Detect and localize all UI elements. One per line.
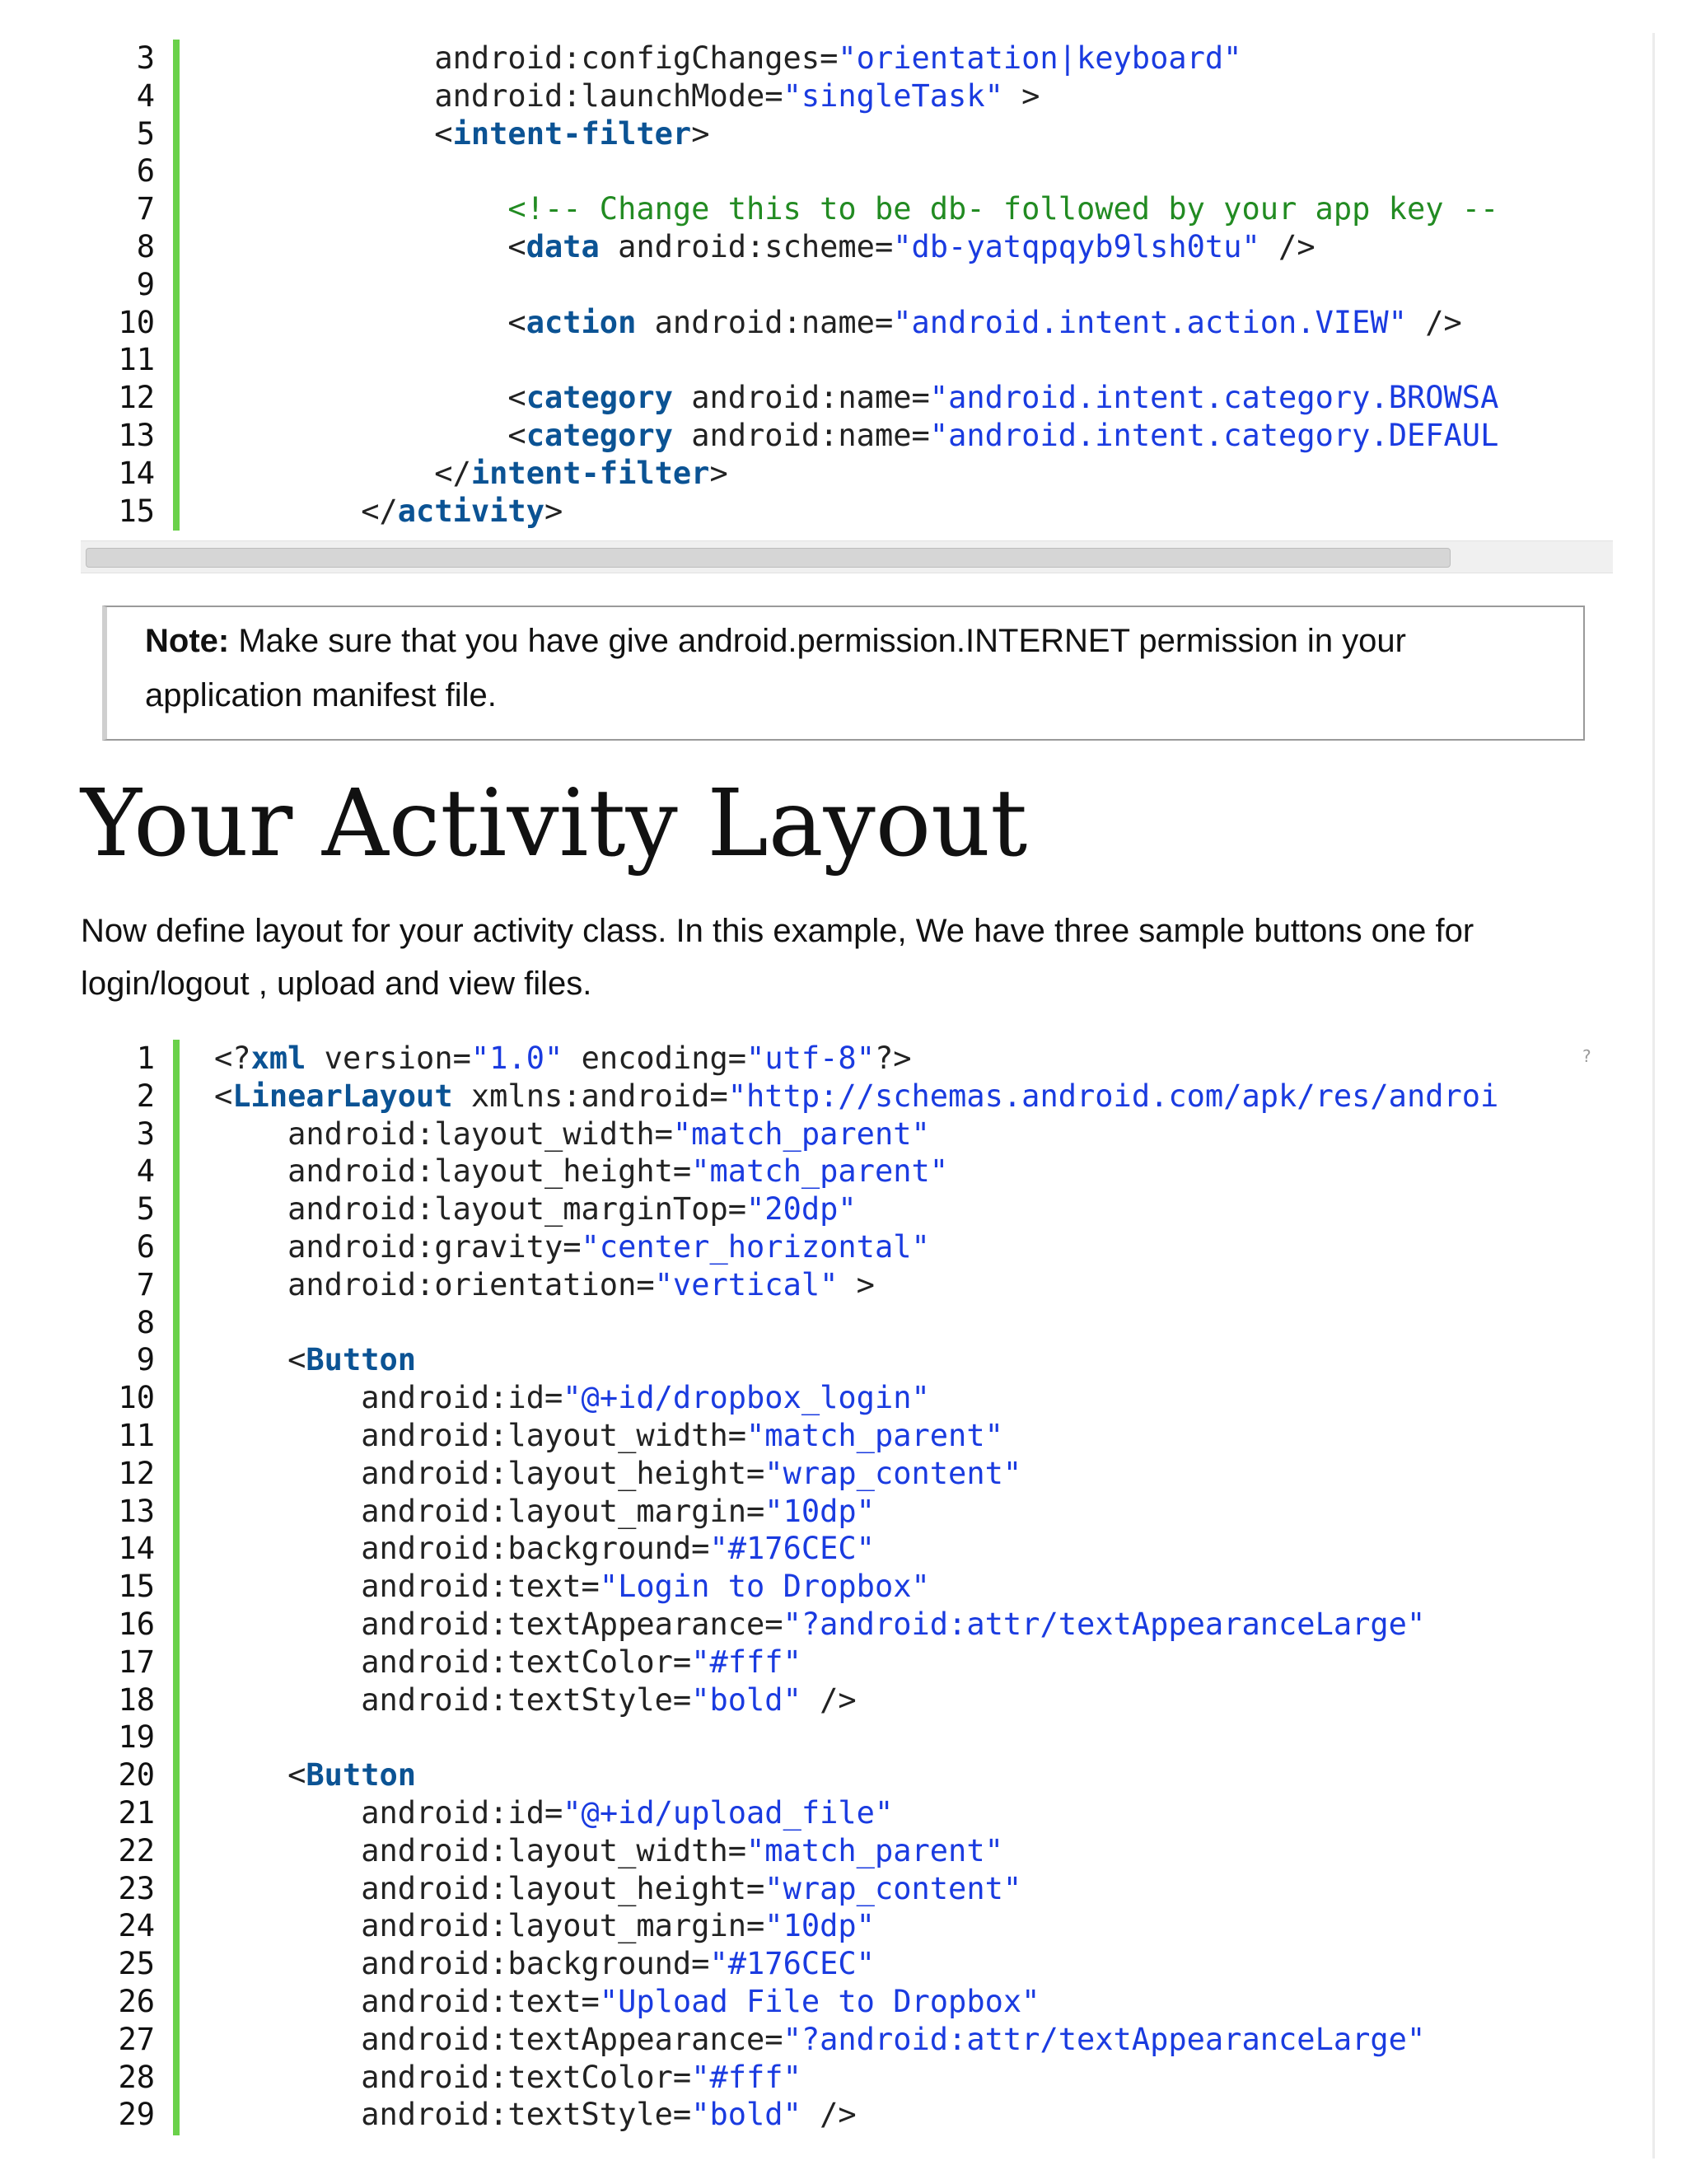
code-line xyxy=(82,1153,1615,1190)
line-number: 28 xyxy=(118,2059,155,2095)
code-line xyxy=(82,266,1615,304)
code-text xyxy=(214,1794,893,1832)
code-line xyxy=(82,1794,1615,1832)
line-number: 2 xyxy=(136,1078,155,1114)
code-token: android:background= xyxy=(361,1946,710,1982)
code-line xyxy=(82,1719,1615,1756)
code-token xyxy=(214,1682,361,1718)
code-line xyxy=(82,228,1615,266)
code-token: "singleTask" xyxy=(783,77,1003,114)
code-line xyxy=(82,1190,1615,1228)
line-number: 29 xyxy=(118,2097,155,2133)
line-number: 14 xyxy=(118,1531,155,1567)
line-number: 5 xyxy=(136,1191,155,1228)
code-token: < xyxy=(214,1757,306,1793)
code-token: version= xyxy=(324,1041,471,1076)
code-token: "1.0" xyxy=(470,1041,563,1076)
code-line xyxy=(82,1530,1615,1568)
code-line xyxy=(82,152,1615,190)
code-token xyxy=(214,1153,287,1189)
code-token: activity xyxy=(397,493,544,529)
code-text xyxy=(214,1379,930,1417)
line-number: 6 xyxy=(136,153,155,189)
line-number: 9 xyxy=(136,1342,155,1378)
code-line xyxy=(82,379,1615,417)
line-number: 26 xyxy=(118,1983,155,2019)
code-text xyxy=(214,1756,416,1794)
code-token xyxy=(306,1041,324,1076)
code-token: android:id= xyxy=(361,1794,563,1831)
code-token: android:background= xyxy=(361,1531,710,1567)
line-number: 11 xyxy=(118,342,155,378)
code-token: < xyxy=(214,304,526,340)
code-token: android:text= xyxy=(361,1983,600,2019)
code-text xyxy=(214,1455,1021,1493)
code-token: data xyxy=(526,228,600,264)
code-token: android:text= xyxy=(361,1569,600,1605)
line-number: 19 xyxy=(118,1719,155,1756)
code-token xyxy=(214,1116,287,1152)
code-line xyxy=(82,304,1615,342)
code-token: "Login to Dropbox" xyxy=(599,1569,930,1605)
code-token: android:layout_marginTop= xyxy=(287,1191,747,1228)
code-token: "wrap_content" xyxy=(764,1870,1022,1906)
code-token xyxy=(636,305,654,340)
code-line xyxy=(82,417,1615,455)
code-token: /> xyxy=(801,2097,857,2133)
code-line xyxy=(82,1228,1615,1266)
code-token: android:name= xyxy=(691,380,930,416)
line-number: 7 xyxy=(136,191,155,227)
code-token: android:layout_height= xyxy=(361,1870,765,1906)
code-token xyxy=(214,1494,361,1529)
note-box xyxy=(102,606,1585,741)
code-text xyxy=(214,2096,857,2134)
code-line xyxy=(82,1304,1615,1342)
code-text xyxy=(214,115,709,153)
page-edge-rule xyxy=(1652,33,1655,2158)
code-text xyxy=(214,1040,912,1078)
code-line xyxy=(82,1341,1615,1379)
code-token: android:textAppearance= xyxy=(361,2021,783,2057)
code-token: > xyxy=(709,455,728,491)
code-token: android:layout_width= xyxy=(287,1115,673,1152)
code-token xyxy=(214,1984,361,2019)
code-token: android:orientation= xyxy=(287,1266,655,1302)
section-heading: Your Activity Layout xyxy=(81,770,1028,877)
code-token: android:name= xyxy=(691,417,930,453)
code-token: "android.intent.category.DEFAUL xyxy=(929,417,1499,453)
code-token xyxy=(214,1229,287,1265)
line-number: 15 xyxy=(118,493,155,529)
code-line xyxy=(82,1417,1615,1455)
code-text xyxy=(214,1190,857,1228)
code-token: "10dp" xyxy=(764,1493,875,1529)
code-text xyxy=(214,2059,801,2097)
code-line xyxy=(82,2096,1615,2134)
code-token: Button xyxy=(306,1757,417,1793)
code-text xyxy=(214,2021,1425,2059)
code-token: "utf-8" xyxy=(746,1041,875,1076)
line-number: 24 xyxy=(118,1908,155,1944)
code-token: > xyxy=(691,115,710,152)
code-line xyxy=(82,1455,1615,1493)
note-text: Make sure that you have give android.permission.INTERNET permission in your application manifest file. xyxy=(145,623,1406,713)
code-line xyxy=(82,493,1615,531)
code-token xyxy=(214,1456,361,1491)
code-token: Button xyxy=(306,1342,417,1378)
code-token xyxy=(214,1191,287,1227)
code-token: action xyxy=(526,304,637,340)
code-token: "#fff" xyxy=(691,2059,801,2095)
code-token: "?android:attr/textAppearanceLarge" xyxy=(783,1606,1426,1642)
code-token xyxy=(214,1871,361,1906)
code-line xyxy=(82,1681,1615,1719)
code-token xyxy=(214,1418,361,1453)
line-number: 9 xyxy=(136,266,155,302)
line-number: 25 xyxy=(118,1946,155,1982)
code-text xyxy=(214,1228,930,1266)
code-text xyxy=(214,1417,1003,1455)
code-token: /> xyxy=(1406,304,1462,340)
line-number: 3 xyxy=(136,40,155,76)
code-line xyxy=(82,1266,1615,1304)
code-token: < xyxy=(214,380,526,416)
copy-code-icon[interactable]: ? xyxy=(1582,1046,1591,1066)
code-token: android:launchMode= xyxy=(434,77,783,114)
code-line xyxy=(82,40,1615,77)
code-text xyxy=(214,1493,875,1531)
code-token xyxy=(214,1908,361,1943)
code-text xyxy=(214,1606,1425,1644)
line-number: 20 xyxy=(118,1757,155,1793)
code-token: > xyxy=(544,493,563,529)
code-text xyxy=(214,493,563,531)
code-token: "center_horizontal" xyxy=(581,1228,930,1265)
line-number: 16 xyxy=(118,1606,155,1642)
code-token: "orientation|keyboard" xyxy=(838,40,1242,76)
code-text xyxy=(214,1530,875,1568)
code-token xyxy=(563,1041,581,1076)
code-token: android:id= xyxy=(361,1380,563,1416)
code-token: android:textAppearance= xyxy=(361,1606,783,1642)
code-token: < xyxy=(214,1342,306,1378)
code-text xyxy=(214,40,1241,77)
line-number: 1 xyxy=(136,1041,155,1076)
line-number: 5 xyxy=(136,115,155,152)
code-token: android:textStyle= xyxy=(361,2097,692,2133)
code-text xyxy=(214,77,1040,115)
code-text xyxy=(214,1568,930,1606)
code-token: < xyxy=(214,228,526,264)
line-number: 8 xyxy=(136,228,155,264)
code-text xyxy=(214,304,1462,342)
code-token: < xyxy=(214,1078,233,1114)
code-text xyxy=(214,1078,1498,1115)
code-line xyxy=(82,341,1615,379)
line-number: 12 xyxy=(118,1455,155,1491)
code-token: android:scheme= xyxy=(618,228,894,264)
line-number: 8 xyxy=(136,1304,155,1340)
code-line xyxy=(82,2059,1615,2097)
code-token: "@+id/upload_file" xyxy=(563,1794,894,1831)
line-number: 18 xyxy=(118,1681,155,1718)
code-token xyxy=(214,1644,361,1680)
code-line xyxy=(82,1606,1615,1644)
code-line xyxy=(82,1832,1615,1870)
code-token xyxy=(214,2097,361,2132)
horizontal-scrollbar[interactable] xyxy=(81,540,1613,573)
code-token: "match_parent" xyxy=(691,1153,949,1190)
code-token xyxy=(214,1267,287,1302)
code-token: "wrap_content" xyxy=(764,1455,1022,1491)
line-number: 6 xyxy=(136,1228,155,1265)
code-token: <? xyxy=(214,1041,251,1076)
code-line xyxy=(82,190,1615,228)
code-text xyxy=(214,1266,875,1304)
line-number: 17 xyxy=(118,1644,155,1680)
line-number: 13 xyxy=(118,417,155,453)
code-token: encoding= xyxy=(581,1041,747,1076)
code-token xyxy=(214,2060,361,2095)
code-token xyxy=(214,1569,361,1604)
line-number: 15 xyxy=(118,1569,155,1605)
line-number: 12 xyxy=(118,380,155,416)
code-token: "#176CEC" xyxy=(709,1946,875,1982)
code-text xyxy=(214,190,1498,228)
code-text xyxy=(214,1983,1040,2021)
code-token: </ xyxy=(214,455,471,491)
code-line xyxy=(82,2021,1615,2059)
code-line xyxy=(82,1078,1615,1115)
code-token: android:layout_width= xyxy=(361,1832,747,1868)
code-text xyxy=(214,1870,1021,1908)
code-token: "vertical" xyxy=(654,1266,839,1302)
code-token xyxy=(673,418,691,453)
code-token: LinearLayout xyxy=(232,1078,453,1114)
code-token: < xyxy=(214,115,453,152)
line-number: 21 xyxy=(118,1794,155,1831)
code-token xyxy=(453,1078,471,1114)
code-line xyxy=(82,1945,1615,1983)
code-token: android:configChanges= xyxy=(434,40,839,76)
scrollbar-thumb[interactable] xyxy=(86,548,1451,568)
code-token: intent-filter xyxy=(470,455,710,491)
code-token xyxy=(214,2022,361,2057)
code-token: android:textColor= xyxy=(361,1644,692,1680)
code-text xyxy=(214,1832,1003,1870)
code-token: intent-filter xyxy=(452,115,692,152)
code-token: "20dp" xyxy=(746,1191,857,1228)
code-token: < xyxy=(214,417,526,453)
code-token: "#176CEC" xyxy=(709,1531,875,1567)
line-number: 27 xyxy=(118,2021,155,2057)
line-number: 10 xyxy=(118,304,155,340)
code-token: "Upload File to Dropbox" xyxy=(599,1983,1040,2019)
code-token: "#fff" xyxy=(691,1644,801,1680)
code-line xyxy=(82,1907,1615,1945)
code-line xyxy=(82,1870,1615,1908)
code-token: category xyxy=(526,380,673,416)
code-line xyxy=(82,1115,1615,1153)
code-token xyxy=(214,1946,361,1981)
code-token: category xyxy=(526,417,673,453)
code-token: "match_parent" xyxy=(746,1417,1003,1453)
code-token: "@+id/dropbox_login" xyxy=(563,1380,930,1416)
code-text xyxy=(214,228,1315,266)
code-token: android:layout_height= xyxy=(361,1455,765,1491)
code-line xyxy=(82,115,1615,153)
line-number: 4 xyxy=(136,1153,155,1190)
code-token: xml xyxy=(250,1041,306,1076)
code-token xyxy=(214,1795,361,1831)
line-number: 7 xyxy=(136,1266,155,1302)
code-token: "bold" xyxy=(691,1681,801,1718)
intro-paragraph: Now define layout for your activity class. In this example, We have three sample buttons one for login/logout , upload and view files. xyxy=(81,913,1474,1002)
code-text xyxy=(214,455,728,493)
code-text xyxy=(214,379,1498,417)
code-token: android:layout_width= xyxy=(361,1417,747,1453)
code-token: android:textColor= xyxy=(361,2059,692,2095)
code-token: android:layout_margin= xyxy=(361,1908,765,1944)
code-token: /> xyxy=(801,1681,857,1718)
code-text xyxy=(214,1945,875,1983)
code-token: android:layout_height= xyxy=(287,1153,692,1190)
code-token: /> xyxy=(1259,228,1315,264)
note-label: Note: xyxy=(145,623,230,659)
code-token: android:gravity= xyxy=(287,1228,582,1265)
code-token: "bold" xyxy=(691,2097,801,2133)
code-text xyxy=(214,1907,875,1945)
code-text xyxy=(214,1681,857,1719)
code-token xyxy=(214,1833,361,1868)
code-block-layout xyxy=(82,1040,1615,2135)
code-token: android:textStyle= xyxy=(361,1681,692,1718)
code-text xyxy=(214,417,1498,455)
code-token: "db-yatqpqyb9lsh0tu" xyxy=(893,228,1260,264)
code-line xyxy=(82,77,1615,115)
code-line xyxy=(82,1379,1615,1417)
code-token: > xyxy=(838,1266,875,1302)
line-number: 3 xyxy=(136,1115,155,1152)
line-number: 14 xyxy=(118,455,155,491)
code-token: "?android:attr/textAppearanceLarge" xyxy=(783,2021,1426,2057)
code-line xyxy=(82,1568,1615,1606)
code-token xyxy=(214,1380,361,1415)
code-token: android:name= xyxy=(654,304,894,340)
code-token xyxy=(214,40,434,76)
code-line xyxy=(82,1983,1615,2021)
code-token: "match_parent" xyxy=(672,1115,930,1152)
code-token xyxy=(214,1531,361,1566)
code-token: "http://schemas.android.com/apk/res/androi xyxy=(727,1078,1499,1114)
code-line xyxy=(82,1644,1615,1681)
code-text xyxy=(214,1153,948,1190)
code-token: <!-- Change this to be db- followed by your app key -- xyxy=(507,191,1499,227)
code-token: "android.intent.category.BROWSA xyxy=(929,380,1499,416)
code-token: > xyxy=(1002,77,1040,114)
line-number: 13 xyxy=(118,1493,155,1529)
code-token: "android.intent.action.VIEW" xyxy=(893,304,1407,340)
code-block-manifest xyxy=(82,40,1615,531)
code-text xyxy=(214,1115,930,1153)
code-token xyxy=(600,229,618,264)
code-token: "match_parent" xyxy=(746,1832,1003,1868)
code-token xyxy=(214,1606,361,1642)
code-token xyxy=(214,78,434,114)
code-line xyxy=(82,1756,1615,1794)
code-line xyxy=(82,1493,1615,1531)
code-token xyxy=(214,191,507,227)
line-number: 22 xyxy=(118,1832,155,1868)
code-text xyxy=(214,1644,801,1681)
code-line xyxy=(82,455,1615,493)
line-number: 23 xyxy=(118,1870,155,1906)
line-number: 4 xyxy=(136,77,155,114)
code-token: android:layout_margin= xyxy=(361,1493,765,1529)
line-number: 10 xyxy=(118,1380,155,1416)
code-token: xmlns:android= xyxy=(470,1078,728,1114)
code-text xyxy=(214,1341,416,1379)
code-token: </ xyxy=(214,493,398,529)
code-line xyxy=(82,1040,1615,1078)
line-number: 11 xyxy=(118,1417,155,1453)
code-token xyxy=(673,380,691,415)
code-token: ?> xyxy=(874,1041,912,1076)
code-token: "10dp" xyxy=(764,1908,875,1944)
